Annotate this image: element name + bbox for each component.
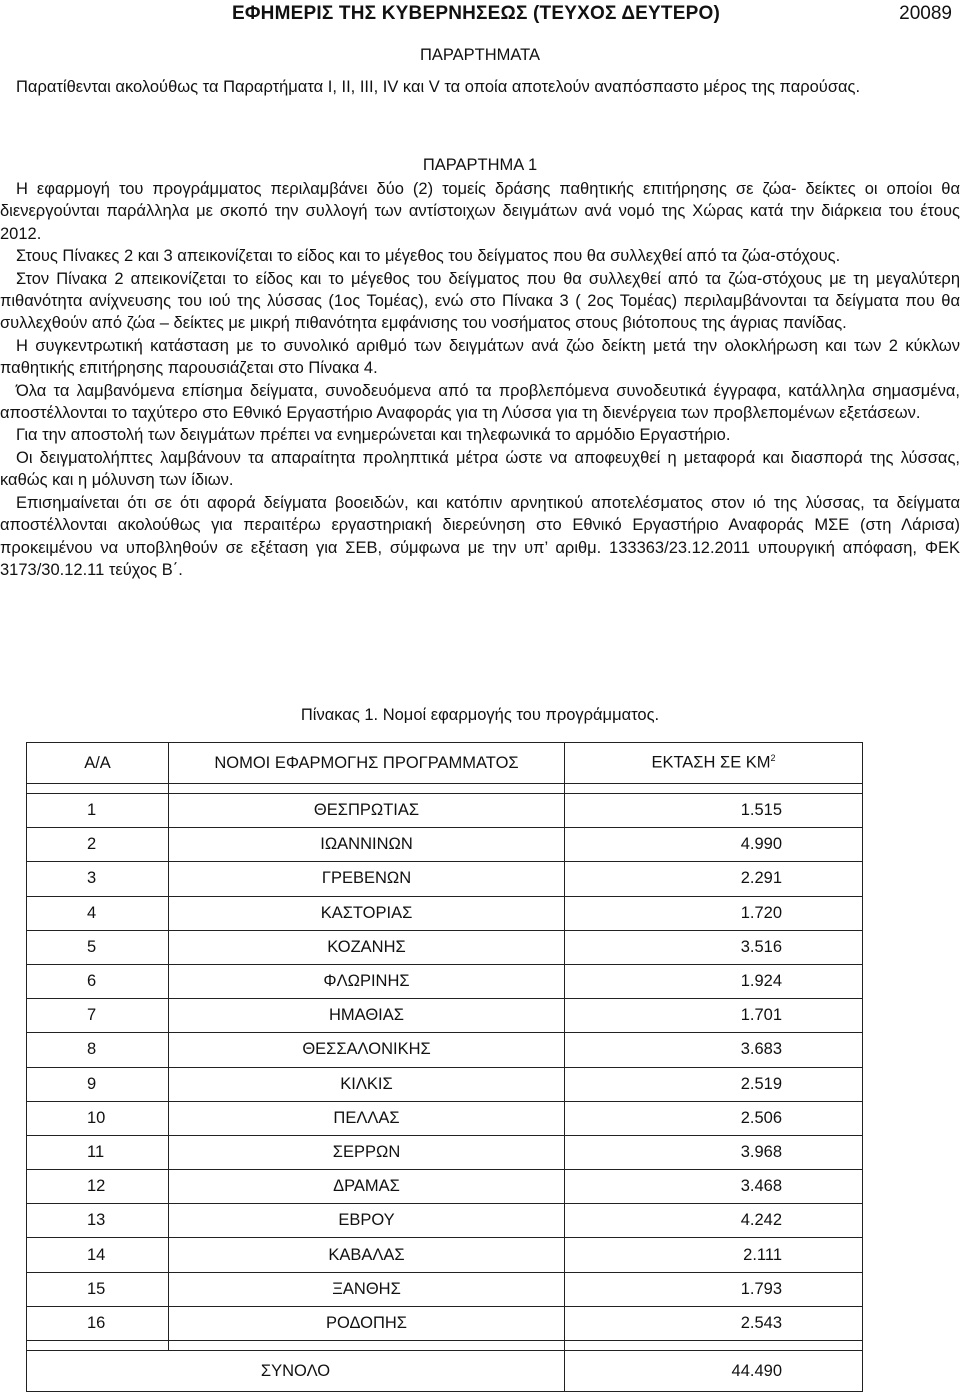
table-row [27,1067,863,1101]
row-area: 2.543 [565,1306,863,1340]
page-header [0,0,960,40]
annex1-heading: ΠΑΡΑΡΤΗΜΑ 1 [422,156,538,174]
table-row [27,794,863,828]
row-prefecture: ΦΛΩΡΙΝΗΣ [169,964,565,998]
row-number: 8 [27,1033,169,1067]
annex1-paragraph: Η συγκεντρωτική κατάσταση με το συνολικό αριθμό των δειγμάτων ανά ζώο δείκτη μετά την ολοκλήρωση και των 2 κύκλων παθητικής επιτήρησης παρουσιάζεται στο Πίνακα 4. [0,336,960,378]
row-number: 4 [27,896,169,930]
table-row [27,1272,863,1306]
row-number: 16 [27,1306,169,1340]
row-prefecture: ΡΟΔΟΠΗΣ [169,1306,565,1340]
table-total-row [27,1351,863,1392]
row-prefecture: ΚΙΛΚΙΣ [169,1067,565,1101]
table-row [27,1238,863,1272]
table-spacer [27,784,863,794]
row-area: 3.683 [565,1033,863,1067]
row-number: 9 [27,1067,169,1101]
row-number: 7 [27,999,169,1033]
row-prefecture: ΚΟΖΑΝΗΣ [169,930,565,964]
row-area: 1.720 [565,896,863,930]
row-area: 3.968 [565,1135,863,1169]
annex1-paragraph: Επισημαίνεται ότι σε ότι αφορά δείγματα βοοειδών, και κατόπιν αρνητικού αποτελέσματος στον ιό της λύσσας, τα δείγματα αποστέλλονται ακολούθως για περαιτέρω εργαστηριακή διερεύνηση στο Εθνικό Εργαστήριο Αναφοράς ΜΣΕ (στη Λάρισα) προκειμένου να υποβληθούν σε εξέταση για ΣΕΒ, σύμφωνα με την υπ’ αριθμ. 133363/23.12.2011 υπουργική απόφαση, ΦΕΚ 3173/30.12.11 τεύχος Β΄. [0,493,960,579]
annex1-paragraph: Για την αποστολή των δειγμάτων πρέπει να ενημερώνεται και τηλεφωνικά το αρμόδιο Εργαστήριο. [16,426,731,445]
row-area: 1.924 [565,964,863,998]
annexes-intro: Παρατίθενται ακολούθως τα Παραρτήματα Ι, ΙΙ, ΙΙΙ, ΙV και V τα οποία αποτελούν αναπόσπαστο μέρος της παρούσας. [16,78,861,96]
annex1-body [0,178,960,581]
table-row [27,1135,863,1169]
table-body [27,784,863,1341]
table-row [27,896,863,930]
row-number: 1 [27,794,169,828]
row-prefecture: ΙΩΑΝΝΙΝΩΝ [169,828,565,862]
row-area: 2.519 [565,1067,863,1101]
row-area: 4.242 [565,1204,863,1238]
table-caption: Πίνακας 1. Νομοί εφαρμογής του προγράμματος. [300,706,660,724]
row-area: 1.701 [565,999,863,1033]
row-number: 11 [27,1135,169,1169]
annexes-intro-block [0,76,960,98]
table-spacer [27,1341,863,1351]
row-prefecture: ΓΡΕΒΕΝΩΝ [169,862,565,896]
annex1-paragraph: Η εφαρμογή του προγράμματος περιλαμβάνει δύο (2) τομείς δράσης παθητικής επιτήρησης σε ζώα- δείκτες οι οποίοι θα διενεργούνται παράλληλα με σκοπό την συλλογή των αντίστοιχων δειγμάτων ανά νομό της Χώρας κατά την διάρκεια του έτους 2012. [0,180,960,243]
header-area-unit-exponent: 2 [770,753,776,764]
row-number: 5 [27,930,169,964]
row-number: 13 [27,1204,169,1238]
table-row [27,862,863,896]
row-number: 6 [27,964,169,998]
table-row [27,828,863,862]
table-footer [27,1341,863,1392]
row-prefecture: ΣΕΡΡΩΝ [169,1135,565,1169]
header-serial: Α/Α [27,743,169,784]
row-prefecture: ΚΑΒΑΛΑΣ [169,1238,565,1272]
table-row [27,1204,863,1238]
row-prefecture: ΘΕΣΣΑΛΟΝΙΚΗΣ [169,1033,565,1067]
row-number: 15 [27,1272,169,1306]
row-area: 3.516 [565,930,863,964]
row-prefecture: ΞΑΝΘΗΣ [169,1272,565,1306]
annex1-paragraph: Όλα τα λαμβανόμενα επίσημα δείγματα, συνοδευόμενα από τα προβλεπόμενα συνοδευτικά έγγραφα, κατάλληλα σημασμένα, αποστέλλονται το ταχύτερο στο Εθνικό Εργαστήριο Αναφοράς για τη Λύσσα για τη διενέργεια των προβλεπομένων εξετάσεων. [0,381,960,423]
table-header-row [27,743,863,784]
table-row [27,930,863,964]
row-prefecture: ΕΒΡΟΥ [169,1204,565,1238]
table-row [27,1306,863,1340]
page-number: 20089 [899,3,952,24]
annex1-paragraph: Οι δειγματολήπτες λαμβάνουν τα απαραίτητα προληπτικά μέτρα ώστε να αποφευχθεί η μεταφορά και διασπορά της λύσσας, καθώς και η μόλυνση των ίδιων. [0,448,960,490]
table-row [27,964,863,998]
row-number: 10 [27,1101,169,1135]
table-row [27,1170,863,1204]
annex1-paragraph: Στον Πίνακα 2 απεικονίζεται το είδος και το μέγεθος του δείγματος που θα συλλεχθεί από τα ζώα-στόχους με τη μεγαλύτερη πιθανότητα ανίχνευσης του ιού της λύσσας (1ος Τομέας), ενώ στο Πίνακα 3 ( 2ος Τομέας) περιλαμβάνονται τα δείγματα που θα συλλεχθούν από ζώα – δείκτες με μικρή πιθανότητα εμφάνισης του νοσήματος στους βιότοπους της άγριας πανίδας. [0,269,960,333]
row-number: 2 [27,828,169,862]
prefectures-table [26,742,863,1392]
row-number: 3 [27,862,169,896]
row-area: 1.793 [565,1272,863,1306]
annex1-paragraph: Στους Πίνακες 2 και 3 απεικονίζεται το είδος και το μέγεθος του δείγματος που θα συλλεχθεί από τα ζώα-στόχους. [16,247,841,266]
table-row [27,1101,863,1135]
row-area: 4.990 [565,828,863,862]
header-area [565,743,863,784]
header-area-label: ΕΚΤΑΣΗ ΣΕ ΚΜ [651,753,771,772]
table-row [27,999,863,1033]
row-prefecture: ΘΕΣΠΡΩΤΙΑΣ [169,794,565,828]
row-prefecture: ΠΕΛΛΑΣ [169,1101,565,1135]
total-area: 44.490 [565,1351,863,1392]
row-prefecture: ΗΜΑΘΙΑΣ [169,999,565,1033]
row-prefecture: ΚΑΣΤΟΡΙΑΣ [169,896,565,930]
row-number: 12 [27,1170,169,1204]
annexes-heading: ΠΑΡΑΡΤΗΜΑΤΑ [419,46,541,64]
header-prefectures: ΝΟΜΟΙ ΕΦΑΡΜΟΓΗΣ ΠΡΟΓΡΑΜΜΑΤΟΣ [169,743,565,784]
row-area: 2.506 [565,1101,863,1135]
row-number: 14 [27,1238,169,1272]
row-area: 1.515 [565,794,863,828]
row-area: 2.291 [565,862,863,896]
row-area: 3.468 [565,1170,863,1204]
total-label: ΣΥΝΟΛΟ [27,1351,565,1392]
table-row [27,1033,863,1067]
gazette-title: ΕΦΗΜΕΡΙΣ ΤΗΣ ΚΥΒΕΡΝΗΣΕΩΣ (ΤΕΥΧΟΣ ΔΕΥΤΕΡΟ) [232,3,720,24]
row-area: 2.111 [565,1238,863,1272]
row-prefecture: ΔΡΑΜΑΣ [169,1170,565,1204]
